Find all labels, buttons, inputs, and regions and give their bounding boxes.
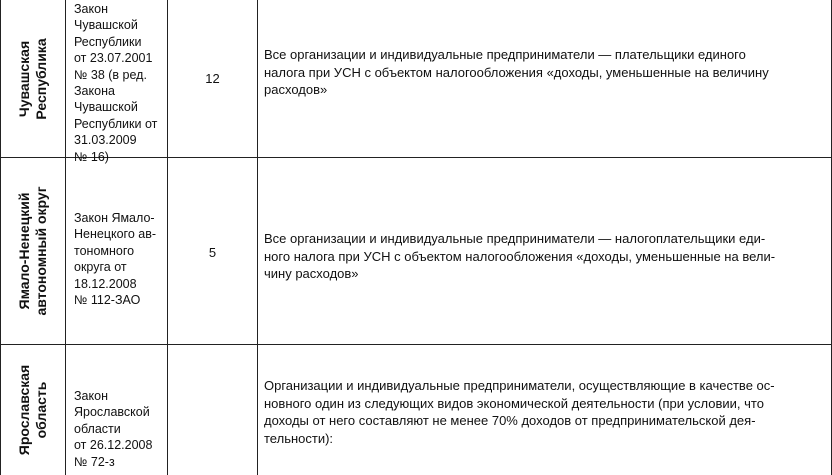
- tax-rate: 12: [205, 71, 220, 86]
- region-name-line: область: [33, 381, 49, 439]
- region-name-line: автономный округ: [33, 186, 49, 316]
- table-row: [0, 158, 832, 345]
- rate-cell: [168, 345, 258, 475]
- region-name-line: Ярославская: [16, 364, 32, 456]
- law-reference: Закон Ярославской области от 26.12.2008 № 72-з: [74, 389, 153, 469]
- law-reference: Закон Ямало- Ненецкого ав- тономного округа от 18.12.2008 № 112-ЗАО: [74, 211, 157, 308]
- region-name: [16, 38, 50, 119]
- taxpayer-description: Организации и индивидуальные предприниматели, осуществляющие в качестве ос- новного один из следующих видов экономической деятельности (при условии, что доходы от него составляют не менее 70% доходов от предпринимательской дея- тельности):: [264, 378, 775, 446]
- rate-cell: [168, 158, 258, 344]
- region-name-line: Республика: [33, 37, 49, 120]
- law-cell: [66, 0, 168, 164]
- region-cell: [0, 345, 66, 475]
- description-cell: [258, 0, 832, 157]
- taxpayer-description: Все организации и индивидуальные предприниматели — плательщики единого налога при УСН с объектом налогообложения «доходы, уменьшенные на величину расходов»: [264, 47, 769, 97]
- region-name: [16, 186, 50, 315]
- region-cell: [0, 0, 66, 157]
- tax-rate: 5: [208, 245, 217, 260]
- table-row: [0, 345, 832, 475]
- region-name-line: Ямало-Ненецкий: [16, 192, 32, 310]
- description-cell: [258, 158, 832, 344]
- table-row: [0, 0, 832, 164]
- law-reference: Закон Чувашской Республики от 23.07.2001 № 38 (в ред. Закона Чувашской Республики от 31.03.2009 № 16): [74, 2, 158, 164]
- description-cell: [258, 345, 832, 475]
- rate-cell: [168, 0, 258, 157]
- region-cell: [0, 158, 66, 344]
- region-name: [16, 365, 50, 455]
- law-cell: [66, 345, 168, 475]
- region-name-line: Чувашская: [16, 40, 32, 117]
- law-cell: [66, 158, 168, 344]
- taxpayer-description: Все организации и индивидуальные предприниматели — налогоплательщики еди- ного налога при УСН с объектом налогообложения «доходы, уменьшенные на вели- чину расходов»: [264, 231, 776, 281]
